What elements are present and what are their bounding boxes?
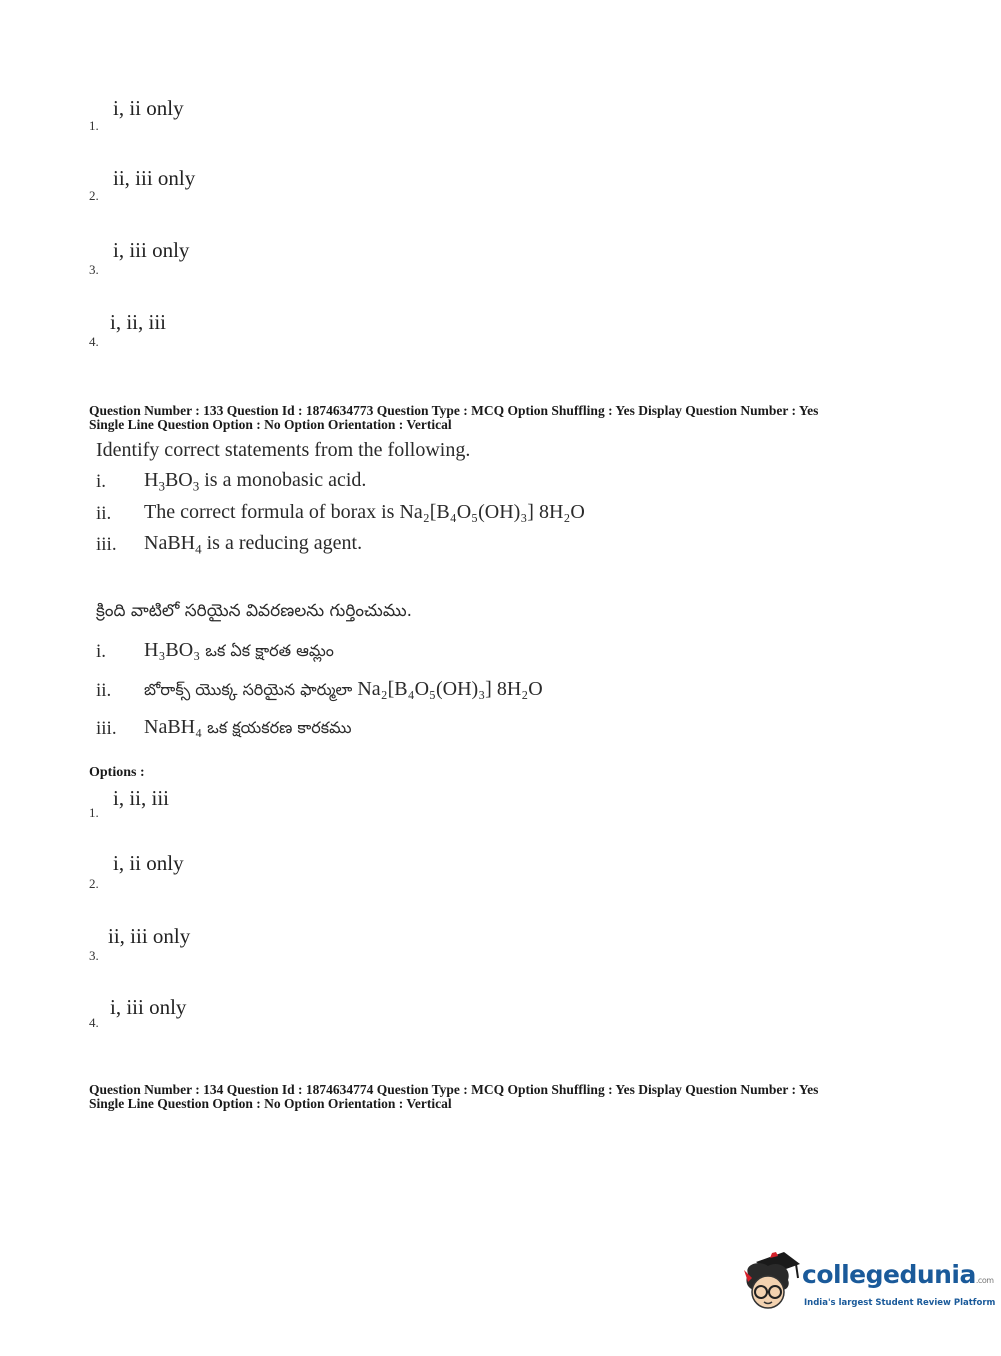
option-number: 4. [89, 334, 99, 349]
question-heading: Identify correct statements from the following. [96, 439, 471, 461]
statement-number: ii. [96, 503, 112, 524]
statement-number: i. [96, 641, 107, 662]
collegedunia-logo [738, 1248, 996, 1318]
option-text: i, ii only [113, 851, 184, 875]
option-number: 3. [89, 948, 99, 963]
mascot-icon [738, 1248, 802, 1314]
option-text: ii, iii only [108, 924, 191, 948]
question-meta-line: Question Number : 133 Question Id : 1874634773 Question Type : MCQ Option Shuffling : Yes Display Question Number : Yes [89, 403, 819, 418]
statement-text-telugu: బోరాక్స్ యొక్క సరియైన ఫార్ములా Na₂[B₄O₅(OH)₃] 8H₂O [144, 678, 543, 700]
option-number: 2. [89, 876, 99, 891]
option-number: 1. [89, 118, 99, 133]
question-meta-line: Question Number : 134 Question Id : 1874634774 Question Type : MCQ Option Shuffling : Yes Display Question Number : Yes [89, 1082, 819, 1097]
statement-text-telugu: NaBH₄ ఒక క్షయకరణ కారకము [144, 716, 352, 738]
option-number: 3. [89, 262, 99, 277]
statement-text: $H_3BO_3$ is a monobasic acid. [144, 469, 367, 494]
option-number: 2. [89, 188, 99, 203]
option-number: 1. [89, 805, 99, 820]
option-text: i, iii only [110, 995, 187, 1019]
question-meta-line: Single Line Question Option : No Option Orientation : Vertical [89, 417, 452, 432]
option-text: i, iii only [113, 238, 190, 262]
statement-number: i. [96, 471, 107, 492]
logo-wordmark: collegedunia.com [802, 1260, 994, 1289]
option-text: i, ii only [113, 96, 184, 120]
question-meta-line: Single Line Question Option : No Option Orientation : Vertical [89, 1096, 452, 1111]
statement-number: ii. [96, 680, 112, 701]
logo-tagline: India's largest Student Review Platform [804, 1298, 996, 1308]
options-label: Options : [89, 765, 145, 780]
option-number: 4. [89, 1015, 99, 1030]
statement-text: NaBH$_4$ is a reducing agent. [144, 532, 363, 557]
statement-text: The correct formula of borax is Na₂[B₄O₅(OH)₃] 8H₂O [144, 501, 585, 523]
statement-number: iii. [96, 534, 117, 555]
statement-number: iii. [96, 718, 117, 739]
option-text: i, ii, iii [113, 786, 170, 810]
question-heading-telugu: క్రింది వాటిలో సరియైన వివరణలను గుర్తించుము. [96, 601, 413, 621]
statement-text-telugu: H₃BO₃ ఒక ఏక క్షారత ఆమ్లం [144, 639, 334, 661]
option-text: ii, iii only [113, 166, 196, 190]
option-text: i, ii, iii [110, 310, 167, 334]
